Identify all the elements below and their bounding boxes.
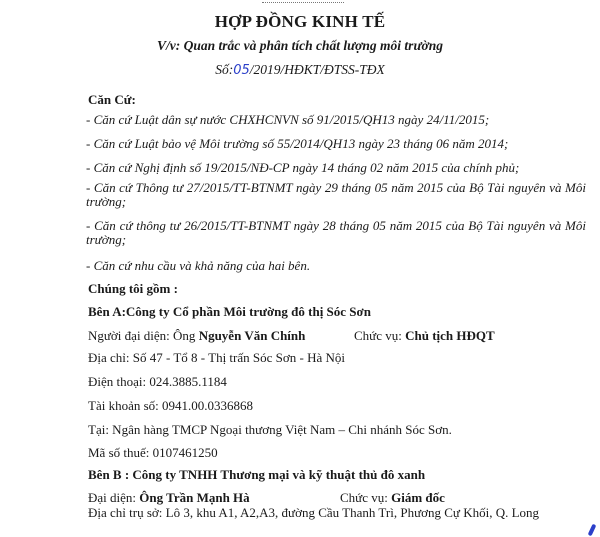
number-prefix: Số: [215,62,234,77]
top-divider [262,2,344,3]
basis-item: - Căn cứ Luật dân sự nước CHXHCNVN số 91/2015/QH13 ngày 24/11/2015; [86,112,490,127]
party-a-account: Tài khoản số: 0941.00.0336868 [88,398,254,413]
party-b-heading: Bên B : Công ty TNHH Thương mại và kỹ thuật thủ đô xanh [88,467,426,482]
basis-item: - Căn cứ nhu cầu và khả năng của hai bên. [86,258,311,273]
contract-title: HỢP ĐỒNG KINH TẾ [214,12,386,31]
party-b-representative: Đại diện: Ông Trần Mạnh Hà [88,490,250,505]
party-a-phone: Điện thoại: 024.3885.1184 [88,374,227,389]
basis-item: - Căn cứ Thông tư 27/2015/TT-BTNMT ngày 29 tháng 05 năm 2015 của Bộ Tài nguyên và Môi trường; [86,180,586,209]
contract-number [0,62,600,78]
party-b-address: Địa chỉ trụ sở: Lô 3, khu A1, A2,A3, đường Cầu Thanh Trì, Phương Cự Khối, Q. Long [88,505,540,520]
handwritten-number: 05 [233,63,250,78]
party-a-heading: Bên A:Công ty Cổ phần Môi trường đô thị Sóc Sơn [88,304,371,319]
party-b-position: Chức vụ: Giám đốc [340,490,445,505]
basis-item: - Căn cứ thông tư 26/2015/TT-BTNMT ngày 28 tháng 05 năm 2015 của Bộ Tài nguyên và Môi trường; [86,218,586,247]
basis-item: - Căn cứ Luật bảo vệ Môi trường số 55/2014/QH13 ngày 23 tháng 06 năm 2014; [86,136,509,151]
party-a-position: Chức vụ: Chủ tịch HĐQT [354,328,495,343]
party-a-bank: Tại: Ngân hàng TMCP Ngoại thương Việt Nam – Chi nhánh Sóc Sơn. [88,422,452,437]
party-a-representative: Người đại diện: Ông Nguyễn Văn Chính [88,328,306,343]
parties-heading: Chúng tôi gồm : [88,281,178,296]
party-a-address: Địa chỉ: Số 47 - Tổ 8 - Thị trấn Sóc Sơn - Hà Nội [88,350,345,365]
number-suffix: /2019/HĐKT/ĐTSS-TĐX [249,62,385,77]
basis-heading: Căn Cứ: [88,92,136,107]
party-a-tax-code: Mã số thuế: 0107461250 [88,445,218,460]
ink-mark [588,524,597,537]
basis-item: - Căn cứ Nghị định số 19/2015/NĐ-CP ngày 14 tháng 02 năm 2015 của chính phủ; [86,160,520,175]
contract-subtitle: V/v: Quan trắc và phân tích chất lượng môi trường [156,38,444,53]
